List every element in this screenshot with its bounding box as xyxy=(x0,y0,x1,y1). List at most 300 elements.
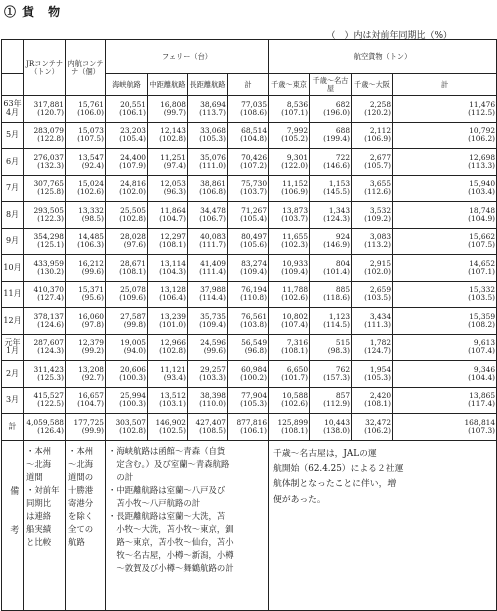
cell-ratio: (106.9) xyxy=(281,187,309,197)
cell-value: 11,152 xyxy=(282,179,309,189)
note-line: は連絡 xyxy=(26,510,52,521)
cell-value: 2,659 xyxy=(369,285,392,295)
cell-ratio: (122.8) xyxy=(37,134,64,144)
cell-ratio: (120.7) xyxy=(37,107,64,117)
cell-value: 682 xyxy=(335,99,351,109)
cell-value: 10,443 xyxy=(324,417,351,427)
cell-ratio: (99.7) xyxy=(163,107,186,117)
data-cell xyxy=(106,414,148,441)
cell-ratio: (102.6) xyxy=(281,399,309,409)
cell-ratio: (95.6) xyxy=(81,293,104,303)
cell-value: 70,426 xyxy=(241,152,268,162)
header-ferry-total: 計 xyxy=(228,74,269,96)
cell-value: 16,657 xyxy=(78,391,104,401)
cell-value: 14,652 xyxy=(469,258,496,268)
cell-ratio: (105.3) xyxy=(240,399,268,409)
cell-ratio: (114.5) xyxy=(323,319,351,329)
cell-ratio: (96.3) xyxy=(163,187,186,197)
cell-ratio: (125.1) xyxy=(37,240,64,250)
cell-value: 283,079 xyxy=(33,126,64,136)
cell-value: 32,472 xyxy=(365,417,392,427)
cell-ratio: (157.3) xyxy=(323,372,351,382)
cell-ratio: (101.0) xyxy=(159,319,186,329)
cell-ratio: (107.1) xyxy=(468,266,496,276)
table-row xyxy=(2,228,497,255)
cell-value: 12,053 xyxy=(160,179,186,189)
cell-ratio: (109.4) xyxy=(199,319,226,329)
data-cell xyxy=(393,149,497,176)
cell-value: 885 xyxy=(335,285,351,295)
note-line: ・中距離航路は室蘭〜八戸及び xyxy=(108,484,226,495)
cell-ratio: (103.8) xyxy=(240,319,268,329)
row-label: 元年1月 xyxy=(2,334,24,361)
note-line: 船実績 xyxy=(26,523,52,534)
cell-value: 25,078 xyxy=(120,285,146,295)
note-line: 小牧〜大洗，苫小牧〜東京，釧 xyxy=(108,523,234,534)
cell-ratio: (111.0) xyxy=(199,160,226,170)
cell-ratio: (108.2) xyxy=(468,319,496,329)
cell-value: 16,212 xyxy=(78,258,104,268)
data-cell xyxy=(66,175,106,202)
data-cell xyxy=(352,255,393,282)
cell-value: 1,782 xyxy=(369,338,392,348)
cell-value: 293,505 xyxy=(33,205,64,215)
row-label: 計 xyxy=(2,414,24,441)
cell-value: 15,332 xyxy=(469,285,496,295)
cell-ratio: (105.3) xyxy=(364,372,392,382)
cell-ratio: (112.5) xyxy=(468,107,496,117)
cell-value: 41,409 xyxy=(200,258,226,268)
cell-ratio: (196.0) xyxy=(323,107,351,117)
note-line: を除く xyxy=(68,510,94,521)
cell-value: 15,359 xyxy=(469,311,496,321)
cell-value: 28,671 xyxy=(120,258,146,268)
cell-ratio: (107.1) xyxy=(281,107,309,117)
data-cell xyxy=(310,149,352,176)
data-cell xyxy=(310,202,352,229)
table-row xyxy=(2,387,497,414)
cell-ratio: (100.3) xyxy=(119,399,146,409)
header-air: 航空貨物（トン） xyxy=(269,40,497,74)
unit-note: （ ）内は対前年同期比（%） xyxy=(326,31,452,41)
note-ferry xyxy=(106,440,269,610)
cell-value: 12,143 xyxy=(160,126,186,136)
cell-ratio: (125.3) xyxy=(37,372,64,382)
data-cell xyxy=(188,414,228,441)
header-air-total: 計 xyxy=(393,74,497,96)
cell-value: 25,994 xyxy=(120,391,146,401)
data-cell xyxy=(66,228,106,255)
cell-value: 34,478 xyxy=(200,205,226,215)
data-cell xyxy=(148,361,188,388)
row-label: 2月 xyxy=(2,361,24,388)
data-cell xyxy=(148,149,188,176)
cell-value: 1,153 xyxy=(328,179,351,189)
cell-value: 14,485 xyxy=(78,232,104,242)
data-cell xyxy=(148,387,188,414)
cell-ratio: (120.2) xyxy=(364,107,392,117)
row-label: 63年4月 xyxy=(2,96,24,123)
data-cell xyxy=(148,255,188,282)
cell-ratio: (104.7) xyxy=(159,213,186,223)
note-line: ・対前年 xyxy=(26,484,60,495)
cell-value: 8,536 xyxy=(286,99,309,109)
cell-value: 9,613 xyxy=(473,338,496,348)
data-cell xyxy=(148,175,188,202)
cell-value: 38,694 xyxy=(200,99,226,109)
data-cell xyxy=(66,334,106,361)
header-ferry-strait: 海峡航路 xyxy=(106,74,148,96)
data-cell xyxy=(106,308,148,335)
cell-value: 23,203 xyxy=(120,126,146,136)
cell-ratio: (101.4) xyxy=(323,266,351,276)
cell-ratio: (98.5) xyxy=(81,213,104,223)
data-cell xyxy=(352,96,393,123)
cell-value: 722 xyxy=(335,152,351,162)
data-cell xyxy=(228,122,269,149)
data-cell xyxy=(188,334,228,361)
cell-ratio: (103.3) xyxy=(199,372,226,382)
cell-value: 33,068 xyxy=(200,126,226,136)
cell-ratio: (106.1) xyxy=(119,107,146,117)
cell-value: 7,316 xyxy=(286,338,309,348)
data-cell xyxy=(393,122,497,149)
cell-value: 40,083 xyxy=(200,232,226,242)
header-ferry: フェリー（台） xyxy=(106,40,269,74)
cell-ratio: (117.4) xyxy=(468,399,496,409)
cell-ratio: (126.4) xyxy=(37,425,64,435)
data-cell xyxy=(269,414,310,441)
data-cell xyxy=(352,281,393,308)
cell-value: 177,725 xyxy=(73,417,104,427)
data-cell xyxy=(66,202,106,229)
cell-ratio: (104.7) xyxy=(77,399,104,409)
data-cell xyxy=(188,387,228,414)
cell-ratio: (130.2) xyxy=(37,266,64,276)
note-line: 〜敦賀及び小樽〜舞鶴航路の計 xyxy=(108,562,234,573)
cell-ratio: (122.0) xyxy=(281,160,309,170)
cell-value: 2,677 xyxy=(369,152,392,162)
page-title: ① 貨 物 xyxy=(4,5,62,19)
cell-ratio: (113.2) xyxy=(364,240,392,250)
data-cell xyxy=(228,96,269,123)
data-cell xyxy=(106,361,148,388)
cell-ratio: (102.0) xyxy=(119,187,146,197)
cell-value: 378,137 xyxy=(33,311,64,321)
notes-label: 備考 xyxy=(2,440,24,610)
data-cell xyxy=(393,414,497,441)
data-cell xyxy=(393,308,497,335)
cell-value: 2,420 xyxy=(369,391,392,401)
data-cell xyxy=(24,281,66,308)
data-cell xyxy=(24,202,66,229)
cell-value: 12,698 xyxy=(469,152,496,162)
data-cell xyxy=(106,202,148,229)
cell-value: 125,899 xyxy=(277,417,309,427)
cell-value: 35,076 xyxy=(200,152,226,162)
data-cell xyxy=(269,202,310,229)
cell-ratio: (102.6) xyxy=(77,187,104,197)
cell-value: 1,123 xyxy=(328,311,351,321)
note-line: ・長距離航路は室蘭〜大洗，苫 xyxy=(108,510,226,521)
cell-ratio: (108.1) xyxy=(159,240,186,250)
cell-ratio: (93.4) xyxy=(163,372,186,382)
cell-value: 515 xyxy=(335,338,351,348)
cell-ratio: (100.2) xyxy=(240,372,268,382)
header-ferry-mid: 中距離航路 xyxy=(148,74,188,96)
cell-ratio: (108.6) xyxy=(240,107,268,117)
cell-ratio: (92.4) xyxy=(81,160,104,170)
note-line: 千歳〜名古屋は，JALの運 xyxy=(273,448,377,459)
table-row xyxy=(2,149,497,176)
cell-value: 76,194 xyxy=(241,285,268,295)
cell-value: 11,655 xyxy=(282,232,309,242)
cell-ratio: (102.3) xyxy=(281,240,309,250)
cell-ratio: (105.4) xyxy=(119,134,146,144)
data-cell xyxy=(148,202,188,229)
cell-value: 410,370 xyxy=(33,285,64,295)
cell-value: 16,060 xyxy=(78,311,104,321)
cell-ratio: (103.7) xyxy=(240,187,268,197)
data-cell xyxy=(269,308,310,335)
cell-value: 857 xyxy=(335,391,351,401)
data-cell xyxy=(310,308,352,335)
data-cell xyxy=(188,308,228,335)
table-row xyxy=(2,308,497,335)
cell-value: 37,988 xyxy=(200,285,226,295)
data-cell xyxy=(269,122,310,149)
cell-ratio: (108.1) xyxy=(364,399,392,409)
cell-value: 3,083 xyxy=(369,232,392,242)
cell-value: 15,073 xyxy=(78,126,104,136)
cell-ratio: (113.7) xyxy=(199,107,226,117)
cell-ratio: (109.6) xyxy=(119,293,146,303)
cell-ratio: (107.2) xyxy=(240,160,268,170)
data-cell xyxy=(352,361,393,388)
data-cell xyxy=(66,96,106,123)
row-label: 6月 xyxy=(2,149,24,176)
data-cell xyxy=(24,96,66,123)
cell-ratio: (99.6) xyxy=(203,346,226,356)
cell-value: 15,662 xyxy=(469,232,496,242)
cell-ratio: (108.5) xyxy=(199,425,226,435)
cell-value: 10,588 xyxy=(282,391,309,401)
cell-value: 415,527 xyxy=(33,391,64,401)
corner-cell-2 xyxy=(2,74,24,96)
data-cell xyxy=(269,255,310,282)
header-domestic: 内航コンテナ（個） xyxy=(66,40,106,96)
cell-value: 20,606 xyxy=(120,364,146,374)
data-cell xyxy=(106,175,148,202)
cell-ratio: (102.0) xyxy=(364,266,392,276)
cell-value: 10,933 xyxy=(282,258,309,268)
data-cell xyxy=(106,255,148,282)
data-cell xyxy=(148,228,188,255)
cell-ratio: (102.8) xyxy=(159,134,186,144)
data-cell xyxy=(393,281,497,308)
cell-ratio: (106.4) xyxy=(159,293,186,303)
note-line: 航体制となったことに伴い，増 xyxy=(273,479,397,490)
cell-ratio: (124.3) xyxy=(37,346,64,356)
table-row xyxy=(2,255,497,282)
cell-value: 71,267 xyxy=(241,205,268,215)
data-cell xyxy=(106,96,148,123)
row-label: 12月 xyxy=(2,308,24,335)
cell-value: 12,297 xyxy=(160,232,186,242)
cell-value: 10,802 xyxy=(282,311,309,321)
cell-value: 13,873 xyxy=(282,205,309,215)
data-cell xyxy=(106,334,148,361)
note-line: 十勝港 xyxy=(68,484,94,495)
cell-value: 877,816 xyxy=(236,417,268,427)
cell-ratio: (102.8) xyxy=(119,213,146,223)
data-cell xyxy=(106,228,148,255)
note-line: 同期比 xyxy=(26,497,52,508)
data-cell xyxy=(269,387,310,414)
data-cell xyxy=(269,96,310,123)
cell-value: 11,864 xyxy=(160,205,186,215)
cell-ratio: (114.4) xyxy=(199,293,226,303)
cell-ratio: (104.9) xyxy=(468,213,496,223)
cell-value: 311,423 xyxy=(33,364,64,374)
note-line: 寄港分 xyxy=(68,497,94,508)
cell-value: 427,407 xyxy=(195,417,226,427)
cell-value: 7,992 xyxy=(286,126,309,136)
data-cell xyxy=(66,387,106,414)
data-cell xyxy=(269,149,310,176)
cell-ratio: (102.8) xyxy=(159,346,186,356)
data-cell xyxy=(352,334,393,361)
data-cell xyxy=(352,228,393,255)
cell-ratio: (99.2) xyxy=(81,346,104,356)
cell-value: 68,514 xyxy=(241,126,268,136)
data-cell xyxy=(188,361,228,388)
cell-ratio: (111.3) xyxy=(364,319,392,329)
note-line: 全ての xyxy=(68,523,94,534)
cell-ratio: (102.8) xyxy=(119,425,146,435)
cell-ratio: (106.2) xyxy=(468,134,496,144)
note-line: ・本州 xyxy=(68,445,94,456)
note-domestic xyxy=(66,440,106,610)
cell-ratio: (99.8) xyxy=(123,319,146,329)
data-cell xyxy=(228,334,269,361)
cell-ratio: (97.6) xyxy=(123,240,146,250)
note-line: 〜北海 xyxy=(68,458,94,469)
cell-ratio: (199.4) xyxy=(323,134,351,144)
cell-ratio: (104.3) xyxy=(159,266,186,276)
cell-value: 804 xyxy=(335,258,351,268)
data-cell xyxy=(393,255,497,282)
cell-value: 80,497 xyxy=(241,232,268,242)
row-label: 7月 xyxy=(2,175,24,202)
table-row xyxy=(2,122,497,149)
row-label: 8月 xyxy=(2,202,24,229)
row-label: 5月 xyxy=(2,122,24,149)
data-cell xyxy=(188,149,228,176)
note-line: 苫小牧〜八戸航路の計 xyxy=(108,497,201,508)
cell-ratio: (106.7) xyxy=(199,213,226,223)
cell-ratio: (107.4) xyxy=(281,319,309,329)
cell-value: 15,371 xyxy=(78,285,104,295)
note-line: 道間 xyxy=(26,471,43,482)
data-cell xyxy=(24,387,66,414)
data-cell xyxy=(228,361,269,388)
cell-ratio: (110.8) xyxy=(240,293,268,303)
data-cell xyxy=(310,122,352,149)
cell-ratio: (111.7) xyxy=(199,240,226,250)
data-cell xyxy=(310,281,352,308)
cell-ratio: (102.5) xyxy=(159,425,186,435)
cell-ratio: (99.6) xyxy=(81,266,104,276)
cell-ratio: (127.4) xyxy=(37,293,64,303)
cell-value: 24,816 xyxy=(120,179,146,189)
cell-value: 12,966 xyxy=(160,338,186,348)
cell-value: 18,748 xyxy=(469,205,496,215)
cell-value: 13,865 xyxy=(469,391,496,401)
cell-value: 38,398 xyxy=(200,391,226,401)
data-cell xyxy=(66,414,106,441)
cell-value: 35,735 xyxy=(200,311,226,321)
cell-value: 75,730 xyxy=(241,179,268,189)
cell-ratio: (106.0) xyxy=(77,107,104,117)
data-cell xyxy=(228,414,269,441)
data-cell xyxy=(106,149,148,176)
cell-value: 1,954 xyxy=(369,364,392,374)
data-cell xyxy=(310,414,352,441)
cell-ratio: (122.5) xyxy=(37,399,64,409)
cell-ratio: (124.6) xyxy=(37,319,64,329)
data-cell xyxy=(66,281,106,308)
note-line: ・海峡航路は函館〜青森（自貨 xyxy=(108,445,226,456)
cell-ratio: (100.3) xyxy=(119,372,146,382)
data-cell xyxy=(66,361,106,388)
cell-ratio: (104.8) xyxy=(240,134,268,144)
cell-value: 3,532 xyxy=(369,205,392,215)
cell-ratio: (109.4) xyxy=(281,266,309,276)
cell-ratio: (103.5) xyxy=(364,293,392,303)
data-cell xyxy=(269,361,310,388)
note-line: 道間の xyxy=(68,471,94,482)
table-row xyxy=(2,175,497,202)
data-cell xyxy=(188,255,228,282)
cell-value: 2,112 xyxy=(369,126,392,136)
data-cell xyxy=(188,175,228,202)
cell-value: 9,301 xyxy=(286,152,309,162)
cell-ratio: (97.8) xyxy=(81,319,104,329)
data-cell xyxy=(148,96,188,123)
cell-ratio: (103.1) xyxy=(159,399,186,409)
note-line: 便があった。 xyxy=(273,494,326,505)
data-cell xyxy=(228,281,269,308)
data-cell xyxy=(24,228,66,255)
note-air xyxy=(269,440,497,610)
table-row xyxy=(2,202,497,229)
cell-ratio: (106.2) xyxy=(364,425,392,435)
data-cell xyxy=(352,149,393,176)
data-cell xyxy=(148,308,188,335)
cell-value: 2,258 xyxy=(369,99,392,109)
cell-ratio: (146.9) xyxy=(323,240,351,250)
cell-value: 24,400 xyxy=(120,152,146,162)
header-air-nagoya: 千歳〜名古屋 xyxy=(310,74,352,96)
data-cell xyxy=(24,361,66,388)
cell-value: 11,788 xyxy=(282,285,309,295)
cell-value: 13,208 xyxy=(78,364,104,374)
data-cell xyxy=(393,175,497,202)
cell-ratio: (124.7) xyxy=(364,346,392,356)
data-cell xyxy=(310,255,352,282)
data-cell xyxy=(393,334,497,361)
